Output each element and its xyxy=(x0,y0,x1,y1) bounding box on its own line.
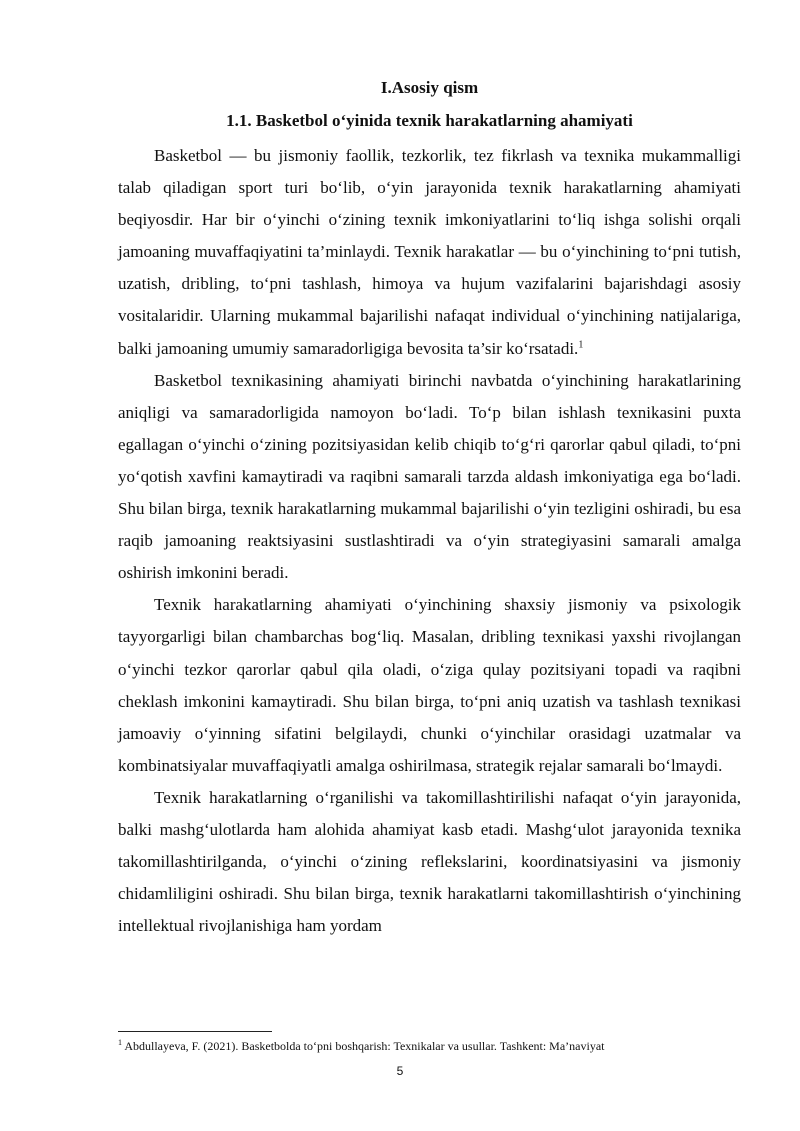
paragraph-2: Basketbol texnikasining ahamiyati birinchi navbatda o‘yinchining harakatlarining aniqligi va samaradorligida namoyon bo‘ladi. To‘p bilan ishlash texnikasini puxta egallagan o‘yinchi o‘zining pozitsiyasidan kelib chiqib to‘g‘ri qarorlar qabul qiladi, to‘pni yo‘qotish xavfini kamaytiradi va raqibni samarali tarzda aldash imkoniyatiga ega bo‘ladi. Shu bilan birga, texnik harakatlarning mukammal bajarilishi o‘yin tezligini oshiradi, bu esa raqib jamoaning reaktsiyasini sustlashtiradi va o‘yin strategiyasini samarali amalga oshirish imkonini beradi. xyxy=(118,370,741,583)
subsection-title: 1.1. Basketbol o‘yinida texnik harakatlarning ahamiyati xyxy=(226,111,633,130)
body-text xyxy=(118,140,741,942)
footnote-reference[interactable]: 1 xyxy=(578,338,584,350)
footnote xyxy=(118,1038,758,1054)
paragraph-1-text: Basketbol — bu jismoniy faollik, tezkorlik, tez fikrlash va texnika mukammalligi talab qiladigan sport turi bo‘lib, o‘yin jarayonida texnik harakatlarning ahamiyati beqiyosdir. Har bir o‘yinchi o‘zining texnik imkoniyatlarini to‘liq ishga solishi orqali jamoaning muvaffaqiyatini ta’minlaydi. Texnik harakatlar — bu o‘yinchining to‘pni tutish, uzatish, dribling, to‘pni tashlash, himoya va hujum vazifalarini bajarishdagi asosiy vositalaridir. Ularning mukammal bajarilishi nafaqat individual o‘yinchining natijalariga, balki jamoaning umumiy samaradorligiga bevosita ta’sir ko‘rsatadi. xyxy=(118,146,741,358)
section-title: I.Asosiy qism xyxy=(380,78,479,97)
footnote-text: Abdullayeva, F. (2021). Basketbolda to‘pni boshqarish: Texnikalar va usullar. Tashkent: Ma’naviyat xyxy=(124,1039,605,1053)
page-number: 5 xyxy=(396,1064,404,1078)
footnote-marker: 1 xyxy=(118,1038,122,1047)
paragraph-1 xyxy=(118,140,741,365)
footnote-separator xyxy=(118,1031,272,1032)
paragraph-3: Texnik harakatlarning ahamiyati o‘yinchining shaxsiy jismoniy va psixologik tayyorgarligi bilan chambarchas bog‘liq. Masalan, dribling texnikasi yaxshi rivojlangan o‘yinchi tezkor qarorlar qabul qila oladi, o‘ziga qulay pozitsiyani topadi va raqibni cheklash imkonini kamaytiradi. Shu bilan birga, to‘pni aniq uzatish va tashlash texnikasi jamoaviy o‘yinning sifatini belgilaydi, chunki o‘yinchilar orasidagi uzatmalar va kombinatsiyalar muvaffaqiyatli amalga oshirilmasa, strategik rejalar samarali bo‘lmaydi. xyxy=(118,595,741,775)
paragraph-4: Texnik harakatlarning o‘rganilishi va takomillashtirilishi nafaqat o‘yin jarayonida, balki mashg‘ulotlarda ham alohida ahamiyat kasb etadi. Mashg‘ulot jarayonida texnika takomillashtirilganda, o‘yinchi o‘zining reflekslarini, koordinatsiyasini va jismoniy chidamliligini oshiradi. Shu bilan birga, texnik harakatlarni takomillashtirish o‘yinchining intellektual rivojlanishiga ham yordam xyxy=(118,787,741,936)
